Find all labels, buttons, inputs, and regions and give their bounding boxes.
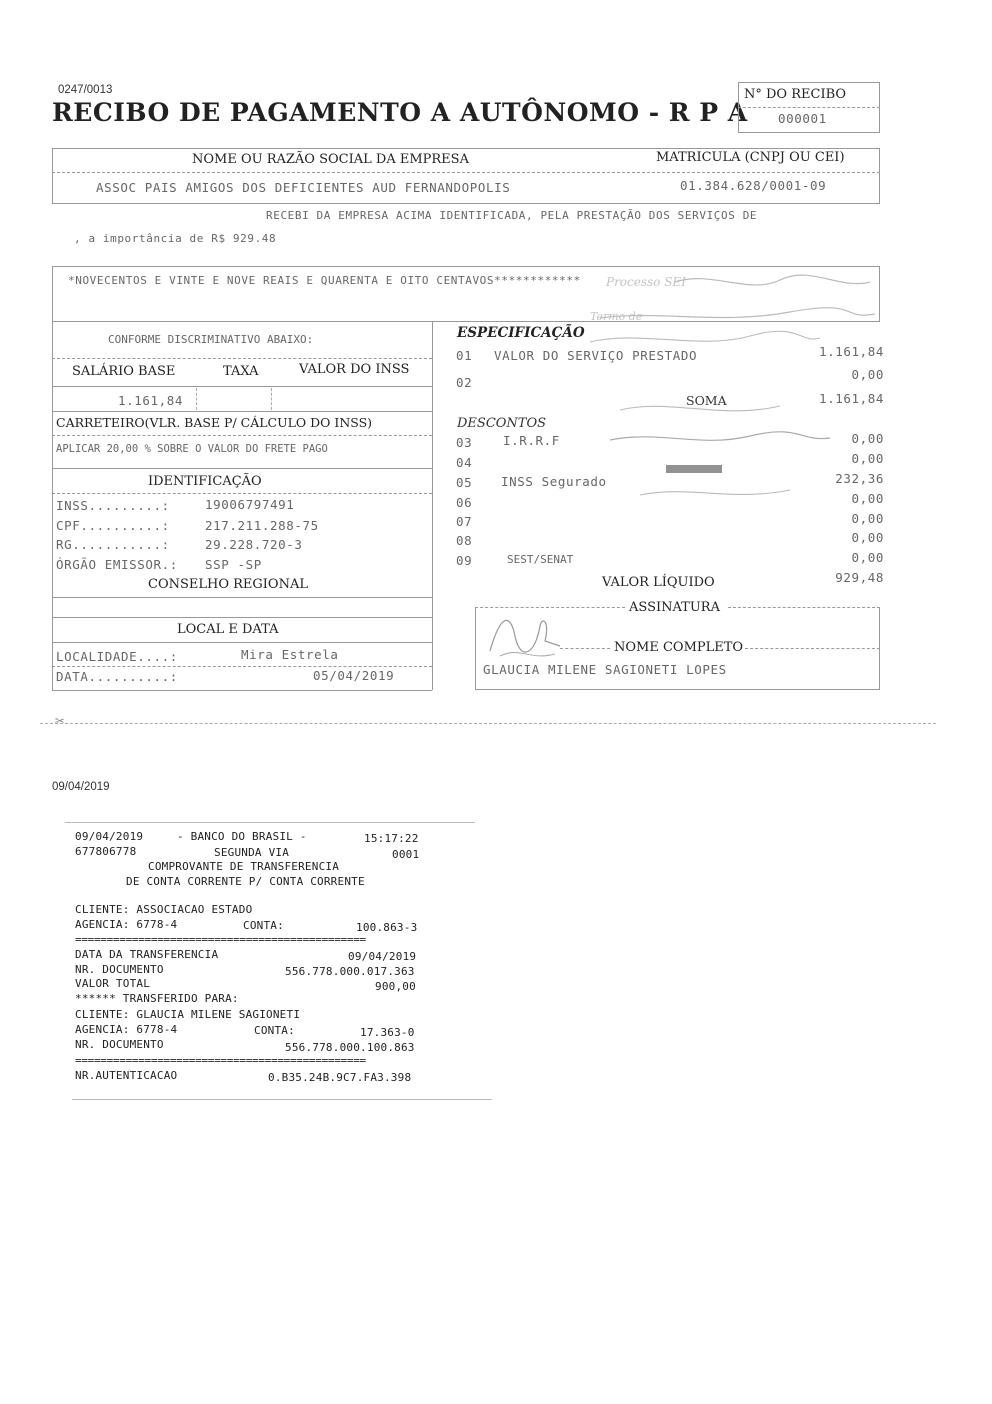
salary-base-value: 1.161,84 bbox=[118, 393, 184, 408]
discount-09-value: 0,00 bbox=[851, 550, 884, 565]
discount-03-label: I.R.R.F bbox=[503, 433, 560, 448]
item-01-label: VALOR DO SERVIÇO PRESTADO bbox=[494, 348, 698, 363]
sum-label: SOMA bbox=[686, 393, 727, 408]
amount-text: , a importância de R$ 929.48 bbox=[74, 232, 277, 245]
process-stamp: Processo SEI bbox=[606, 275, 686, 289]
discount-05-number: 05 bbox=[456, 475, 473, 490]
transfer-date: 09/04/2019 bbox=[348, 950, 417, 963]
bank-sequence: 0001 bbox=[392, 848, 420, 861]
total-value-label: VALOR TOTAL bbox=[75, 977, 151, 990]
separator: ============================================== bbox=[75, 933, 366, 946]
cut-line bbox=[40, 723, 936, 724]
destination-agency: AGENCIA: 6778-4 bbox=[75, 1023, 178, 1036]
destination-account-label: CONTA: bbox=[254, 1024, 295, 1037]
regional-council-label: CONSELHO REGIONAL bbox=[148, 577, 308, 592]
destination-account: 17.363-0 bbox=[360, 1026, 415, 1039]
full-name-label: NOME COMPLETO bbox=[614, 640, 744, 655]
item-01-value: 1.161,84 bbox=[818, 344, 884, 359]
print-date: 09/04/2019 bbox=[52, 781, 110, 793]
salary-base-header: SALÁRIO BASE bbox=[72, 364, 176, 379]
item-02-number: 02 bbox=[456, 375, 473, 390]
second-copy-label: SEGUNDA VIA bbox=[214, 846, 290, 859]
company-name: ASSOC PAIS AMIGOS DOS DEFICIENTES AUD FERNANDOPOLIS bbox=[96, 180, 511, 195]
registration-label: MATRICULA (CNPJ OU CEI) bbox=[656, 150, 845, 165]
source-account: 100.863-3 bbox=[356, 921, 418, 934]
source-agency: AGENCIA: 6778-4 bbox=[75, 918, 178, 931]
date-value: 05/04/2019 bbox=[313, 668, 395, 683]
discriminative-label: CONFORME DISCRIMINATIVO ABAIXO: bbox=[108, 333, 314, 346]
rg-number: 29.228.720-3 bbox=[205, 537, 303, 552]
sum-value: 1.161,84 bbox=[818, 391, 884, 406]
issuing-agency-label: ÓRGÃO EMISSOR.: bbox=[56, 557, 178, 572]
handwriting-overlay bbox=[580, 270, 880, 530]
discount-06-value: 0,00 bbox=[851, 491, 884, 506]
cpf-number: 217.211.288-75 bbox=[205, 518, 319, 533]
discount-09-label: SEST/SENAT bbox=[507, 553, 574, 566]
authentication-label: NR.AUTENTICACAO bbox=[75, 1069, 178, 1082]
discount-03-value: 0,00 bbox=[851, 431, 884, 446]
full-name-value: GLAUCIA MILENE SAGIONETI LOPES bbox=[483, 662, 727, 677]
inss-value-header: VALOR DO INSS bbox=[299, 362, 410, 377]
specification-label: ESPECIFICAÇÃO bbox=[457, 325, 585, 341]
authentication-code: 0.B35.24B.9C7.FA3.398 bbox=[268, 1071, 412, 1084]
receipt-title-1: COMPROVANTE DE TRANSFERENCIA bbox=[148, 860, 340, 873]
inss-number: 19006797491 bbox=[205, 497, 295, 512]
received-statement: RECEBI DA EMPRESA ACIMA IDENTIFICADA, PELA PRESTAÇÃO DOS SERVIÇOS DE bbox=[266, 209, 758, 222]
transfer-date-label: DATA DA TRANSFERENCIA bbox=[75, 948, 219, 961]
rate-header: TAXA bbox=[223, 364, 259, 379]
company-name-label: NOME OU RAZÃO SOCIAL DA EMPRESA bbox=[192, 152, 469, 167]
amount-in-words: *NOVECENTOS E VINTE E NOVE REAIS E QUARENTA E OITO CENTAVOS************ bbox=[68, 274, 581, 287]
destination-client: CLIENTE: GLAUCIA MILENE SAGIONETI bbox=[75, 1008, 301, 1021]
net-value-label: VALOR LÍQUIDO bbox=[602, 575, 715, 590]
discount-05-label: INSS Segurado bbox=[501, 474, 607, 489]
term-stamp: Termo de bbox=[590, 310, 643, 323]
discount-05-value: 232,36 bbox=[835, 471, 884, 486]
discount-03-number: 03 bbox=[456, 435, 473, 450]
discount-06-number: 06 bbox=[456, 495, 473, 510]
discount-09-number: 09 bbox=[456, 553, 473, 568]
document-number-label: NR. DOCUMENTO bbox=[75, 963, 164, 976]
date-label: DATA..........: bbox=[56, 669, 178, 684]
discounts-label: DESCONTOS bbox=[457, 416, 547, 431]
locality-value: Mira Estrela bbox=[241, 647, 339, 662]
discount-04-value: 0,00 bbox=[851, 451, 884, 466]
discount-07-value: 0,00 bbox=[851, 511, 884, 526]
signature-scribble bbox=[480, 606, 570, 666]
destination-document-number: 556.778.000.100.863 bbox=[285, 1041, 415, 1054]
bank-terminal: 677806778 bbox=[75, 845, 137, 858]
document-number: 556.778.000.017.363 bbox=[285, 965, 415, 978]
bank-name: - BANCO DO BRASIL - bbox=[177, 830, 307, 843]
item-01-number: 01 bbox=[456, 348, 473, 363]
signature-label: ASSINATURA bbox=[629, 600, 720, 615]
bank-time: 15:17:22 bbox=[364, 832, 419, 845]
net-value: 929,48 bbox=[835, 570, 884, 585]
receipt-number-label: N° DO RECIBO bbox=[744, 87, 847, 102]
separator-2: ============================================== bbox=[75, 1054, 366, 1067]
scissors-icon: ✂ bbox=[55, 711, 65, 730]
issuing-agency: SSP -SP bbox=[205, 557, 262, 572]
discount-07-number: 07 bbox=[456, 514, 473, 529]
locality-label: LOCALIDADE....: bbox=[56, 649, 178, 664]
source-client: CLIENTE: ASSOCIACAO ESTADO bbox=[75, 903, 253, 916]
inss-label: INSS.........: bbox=[56, 498, 170, 513]
document-title: RECIBO DE PAGAMENTO A AUTÔNOMO - R P A bbox=[52, 98, 748, 127]
place-date-label: LOCAL E DATA bbox=[177, 622, 279, 637]
discount-08-value: 0,00 bbox=[851, 530, 884, 545]
receipt-number: 000001 bbox=[778, 111, 827, 126]
source-account-label: CONTA: bbox=[243, 919, 284, 932]
discount-04-number: 04 bbox=[456, 455, 473, 470]
apply-rate-text: APLICAR 20,00 % SOBRE O VALOR DO FRETE PAGO bbox=[56, 443, 328, 455]
destination-document-label: NR. DOCUMENTO bbox=[75, 1038, 164, 1051]
company-cnpj: 01.384.628/0001-09 bbox=[680, 178, 827, 193]
document-code: 0247/0013 bbox=[58, 84, 113, 96]
identification-label: IDENTIFICAÇÃO bbox=[148, 474, 262, 489]
cpf-label: CPF..........: bbox=[56, 518, 170, 533]
carreteiro-label: CARRETEIRO(VLR. BASE P/ CÁLCULO DO INSS) bbox=[56, 415, 373, 430]
bank-date: 09/04/2019 bbox=[75, 830, 144, 843]
transferred-to-label: ****** TRANSFERIDO PARA: bbox=[75, 992, 239, 1005]
item-02-value: 0,00 bbox=[851, 367, 884, 382]
total-value: 900,00 bbox=[375, 980, 416, 993]
receipt-title-2: DE CONTA CORRENTE P/ CONTA CORRENTE bbox=[126, 875, 365, 888]
rg-label: RG...........: bbox=[56, 537, 170, 552]
discount-08-number: 08 bbox=[456, 533, 473, 548]
